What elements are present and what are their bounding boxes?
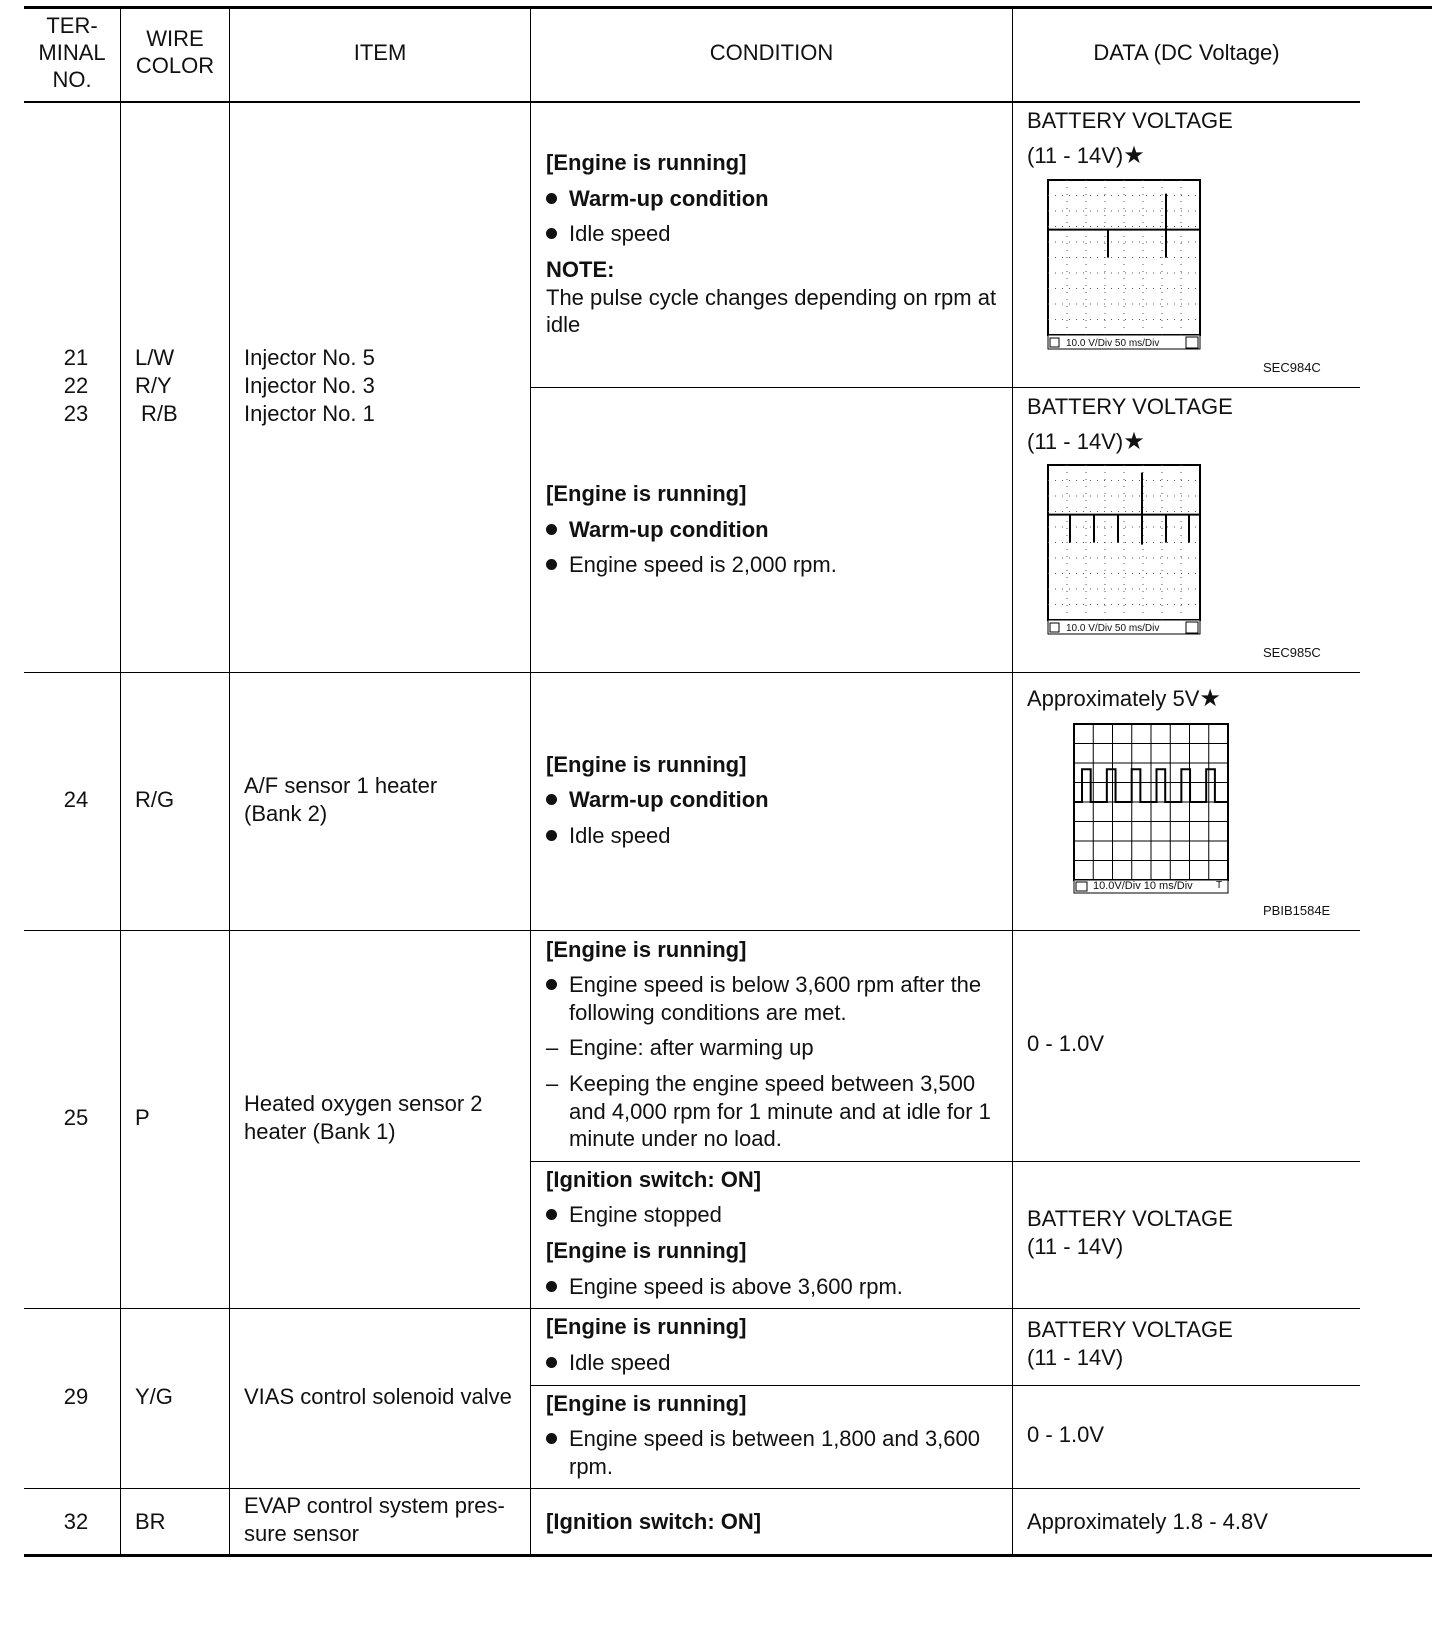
table-bottom-border (24, 1554, 1432, 1557)
item-line: A/F sensor 1 heater (244, 773, 438, 798)
figure-code: PBIB1584E (1263, 903, 1331, 918)
dash-text-continued: minute under no load. (569, 1126, 782, 1151)
item-text (244, 1090, 483, 1146)
bullet-icon (546, 228, 557, 239)
row-divider (530, 1161, 1360, 1162)
header-divider (24, 101, 1360, 103)
bullet-text-continued: rpm. (569, 1454, 613, 1479)
row-divider (530, 1385, 1360, 1386)
note-label: NOTE: (546, 257, 615, 282)
item-line: heater (Bank 1) (244, 1119, 396, 1144)
bullet-text: Engine speed is between 1,800 and 3,600 (569, 1426, 980, 1451)
condition-dash-item (546, 1069, 975, 1098)
row-divider (24, 1488, 1360, 1489)
scope-end-box (1186, 337, 1198, 348)
star-icon: ★ (1199, 685, 1221, 712)
star-icon: ★ (1123, 142, 1145, 169)
scope-trigger-box (1050, 623, 1059, 632)
condition-title: [Ignition switch: ON] (546, 1509, 762, 1534)
bullet-text: Engine speed is above 3,600 rpm. (569, 1274, 903, 1299)
bullet-text: Warm-up condition (569, 787, 769, 812)
item-line: Heated oxygen sensor 2 (244, 1091, 483, 1116)
item-injector-5: Injector No. 5 (244, 345, 375, 370)
condition-title: [Engine is running] (546, 1238, 747, 1263)
wire-color: P (135, 1105, 150, 1130)
data-value-text: Approximately 5V (1027, 686, 1200, 711)
figure-code: SEC984C (1263, 360, 1321, 375)
item-injector-3: Injector No. 3 (244, 373, 375, 398)
bullet-icon (546, 830, 557, 841)
terminal-21: 21 (63, 345, 89, 370)
column-divider (530, 8, 531, 1556)
condition-title: [Engine is running] (546, 1314, 747, 1339)
header-terminal-line: MINAL (38, 40, 106, 65)
scope-scale-label: 10.0 V/Div 50 ms/Div (1066, 338, 1160, 349)
condition-bullet (546, 219, 671, 248)
data-value (1027, 684, 1221, 713)
data-value (1027, 141, 1145, 170)
condition-bullet (546, 1272, 903, 1301)
scope-trigger-box (1076, 882, 1087, 891)
row-divider (24, 930, 1360, 931)
data-value: Approximately 1.8 - 4.8V (1027, 1509, 1268, 1534)
condition-bullet (546, 821, 671, 850)
header-wire-line: COLOR (135, 53, 215, 78)
wire-color (135, 344, 178, 428)
condition-title: [Engine is running] (546, 937, 747, 962)
bullet-icon (546, 559, 557, 570)
dash-text: Keeping the engine speed between 3,500 (569, 1071, 976, 1096)
data-value (1027, 1316, 1233, 1372)
header-condition: CONDITION (709, 40, 834, 65)
condition-bullet (546, 1348, 671, 1377)
item-injector-1: Injector No. 1 (244, 401, 375, 426)
item-line: EVAP control system pres- (244, 1493, 505, 1518)
dash-text-continued: and 4,000 rpm for 1 minute and at idle for 1 (569, 1099, 991, 1124)
oscilloscope-waveform-injector-idle (1046, 178, 1202, 352)
bullet-text: Engine speed is 2,000 rpm. (569, 552, 837, 577)
bullet-text-continued: following conditions are met. (569, 1000, 847, 1025)
header-wire-line: WIRE (146, 26, 204, 51)
condition-bullet (546, 785, 769, 814)
note-text: idle (546, 312, 581, 337)
condition-dash-item (546, 1033, 814, 1062)
wire-lw: L/W (135, 345, 175, 370)
dash-icon: – (546, 1071, 559, 1096)
terminal-23: 23 (63, 401, 89, 426)
wire-ry: R/Y (135, 373, 172, 398)
bullet-text: Idle speed (569, 221, 671, 246)
header-wire-color (121, 25, 229, 79)
item-text: VIAS control solenoid valve (244, 1384, 512, 1409)
row-divider (530, 387, 1360, 388)
column-divider (1012, 8, 1013, 1556)
data-value-line: (11 - 14V) (1027, 1234, 1124, 1259)
condition-bullet (546, 515, 769, 544)
wire-rb: R/B (141, 401, 178, 426)
bullet-text: Warm-up condition (569, 517, 769, 542)
bullet-text: Engine speed is below 3,600 rpm after the (569, 972, 982, 997)
condition-bullet (546, 970, 981, 999)
data-value: BATTERY VOLTAGE (1027, 108, 1233, 133)
bullet-icon (546, 1281, 557, 1292)
terminal-number: 29 (63, 1384, 89, 1409)
data-value-text: (11 - 14V) (1027, 143, 1124, 168)
header-item: ITEM (353, 40, 407, 65)
terminal-number: 24 (63, 787, 89, 812)
wire-color: BR (135, 1509, 166, 1534)
header-data: DATA (DC Voltage) (1093, 40, 1280, 65)
terminal-number: 32 (63, 1509, 89, 1534)
condition-title: [Ignition switch: ON] (546, 1167, 762, 1192)
header-terminal-line: NO. (52, 67, 92, 92)
header-terminal-no (24, 12, 120, 93)
header-terminal-line: TER- (46, 13, 98, 38)
item-text (244, 772, 437, 828)
scope-scale-label: 10.0 V/Div 50 ms/Div (1066, 623, 1160, 634)
condition-bullet (546, 1424, 980, 1453)
scope-scale-label: 10.0V/Div 10 ms/Div (1093, 880, 1193, 892)
star-icon: ★ (1123, 428, 1145, 455)
dash-icon: – (546, 1035, 559, 1060)
oscilloscope-waveform-injector-2000rpm (1046, 463, 1202, 637)
table-top-border (24, 6, 1432, 9)
condition-title: [Engine is running] (546, 150, 747, 175)
figure-code: SEC985C (1263, 645, 1321, 660)
bullet-icon (546, 1433, 557, 1444)
terminal-number: 25 (63, 1105, 89, 1130)
bullet-icon (546, 524, 557, 535)
row-divider (24, 1308, 1360, 1309)
scope-end-box (1186, 622, 1198, 633)
item-line: sure sensor (244, 1521, 359, 1546)
bullet-text: Engine stopped (569, 1202, 722, 1227)
condition-title: [Engine is running] (546, 481, 747, 506)
scope-trigger-box (1050, 338, 1059, 347)
scope-scale-end: T (1216, 880, 1223, 891)
terminal-number (24, 344, 128, 428)
data-value: 0 - 1.0V (1027, 1422, 1105, 1447)
condition-bullet (546, 1200, 722, 1229)
data-value (1027, 1205, 1233, 1261)
column-divider (120, 8, 121, 1556)
note-text: The pulse cycle changes depending on rpm at (546, 285, 997, 310)
item-line: (Bank 2) (244, 801, 328, 826)
item-text (244, 344, 375, 428)
row-divider (24, 672, 1360, 673)
bullet-icon (546, 1357, 557, 1368)
bullet-icon (546, 794, 557, 805)
bullet-text: Idle speed (569, 1350, 671, 1375)
wire-color: Y/G (135, 1384, 173, 1409)
condition-title: [Engine is running] (546, 1391, 747, 1416)
column-divider (229, 8, 230, 1556)
bullet-icon (546, 193, 557, 204)
oscilloscope-waveform-af-heater (1072, 722, 1230, 894)
data-value-line: BATTERY VOLTAGE (1027, 1206, 1233, 1231)
item-text (244, 1492, 505, 1548)
bullet-icon (546, 1209, 557, 1220)
dash-text: Engine: after warming up (569, 1035, 814, 1060)
condition-bullet (546, 550, 837, 579)
wire-color: R/G (135, 787, 175, 812)
condition-title: [Engine is running] (546, 752, 747, 777)
data-value: BATTERY VOLTAGE (1027, 394, 1233, 419)
data-value-line: BATTERY VOLTAGE (1027, 1317, 1233, 1342)
terminal-22: 22 (63, 373, 89, 398)
bullet-text: Idle speed (569, 823, 671, 848)
bullet-icon (546, 979, 557, 990)
bullet-text: Warm-up condition (569, 186, 769, 211)
data-value: 0 - 1.0V (1027, 1031, 1105, 1056)
condition-bullet (546, 184, 769, 213)
data-value-line: (11 - 14V) (1027, 1345, 1124, 1370)
data-value (1027, 427, 1145, 456)
data-value-text: (11 - 14V) (1027, 429, 1124, 454)
